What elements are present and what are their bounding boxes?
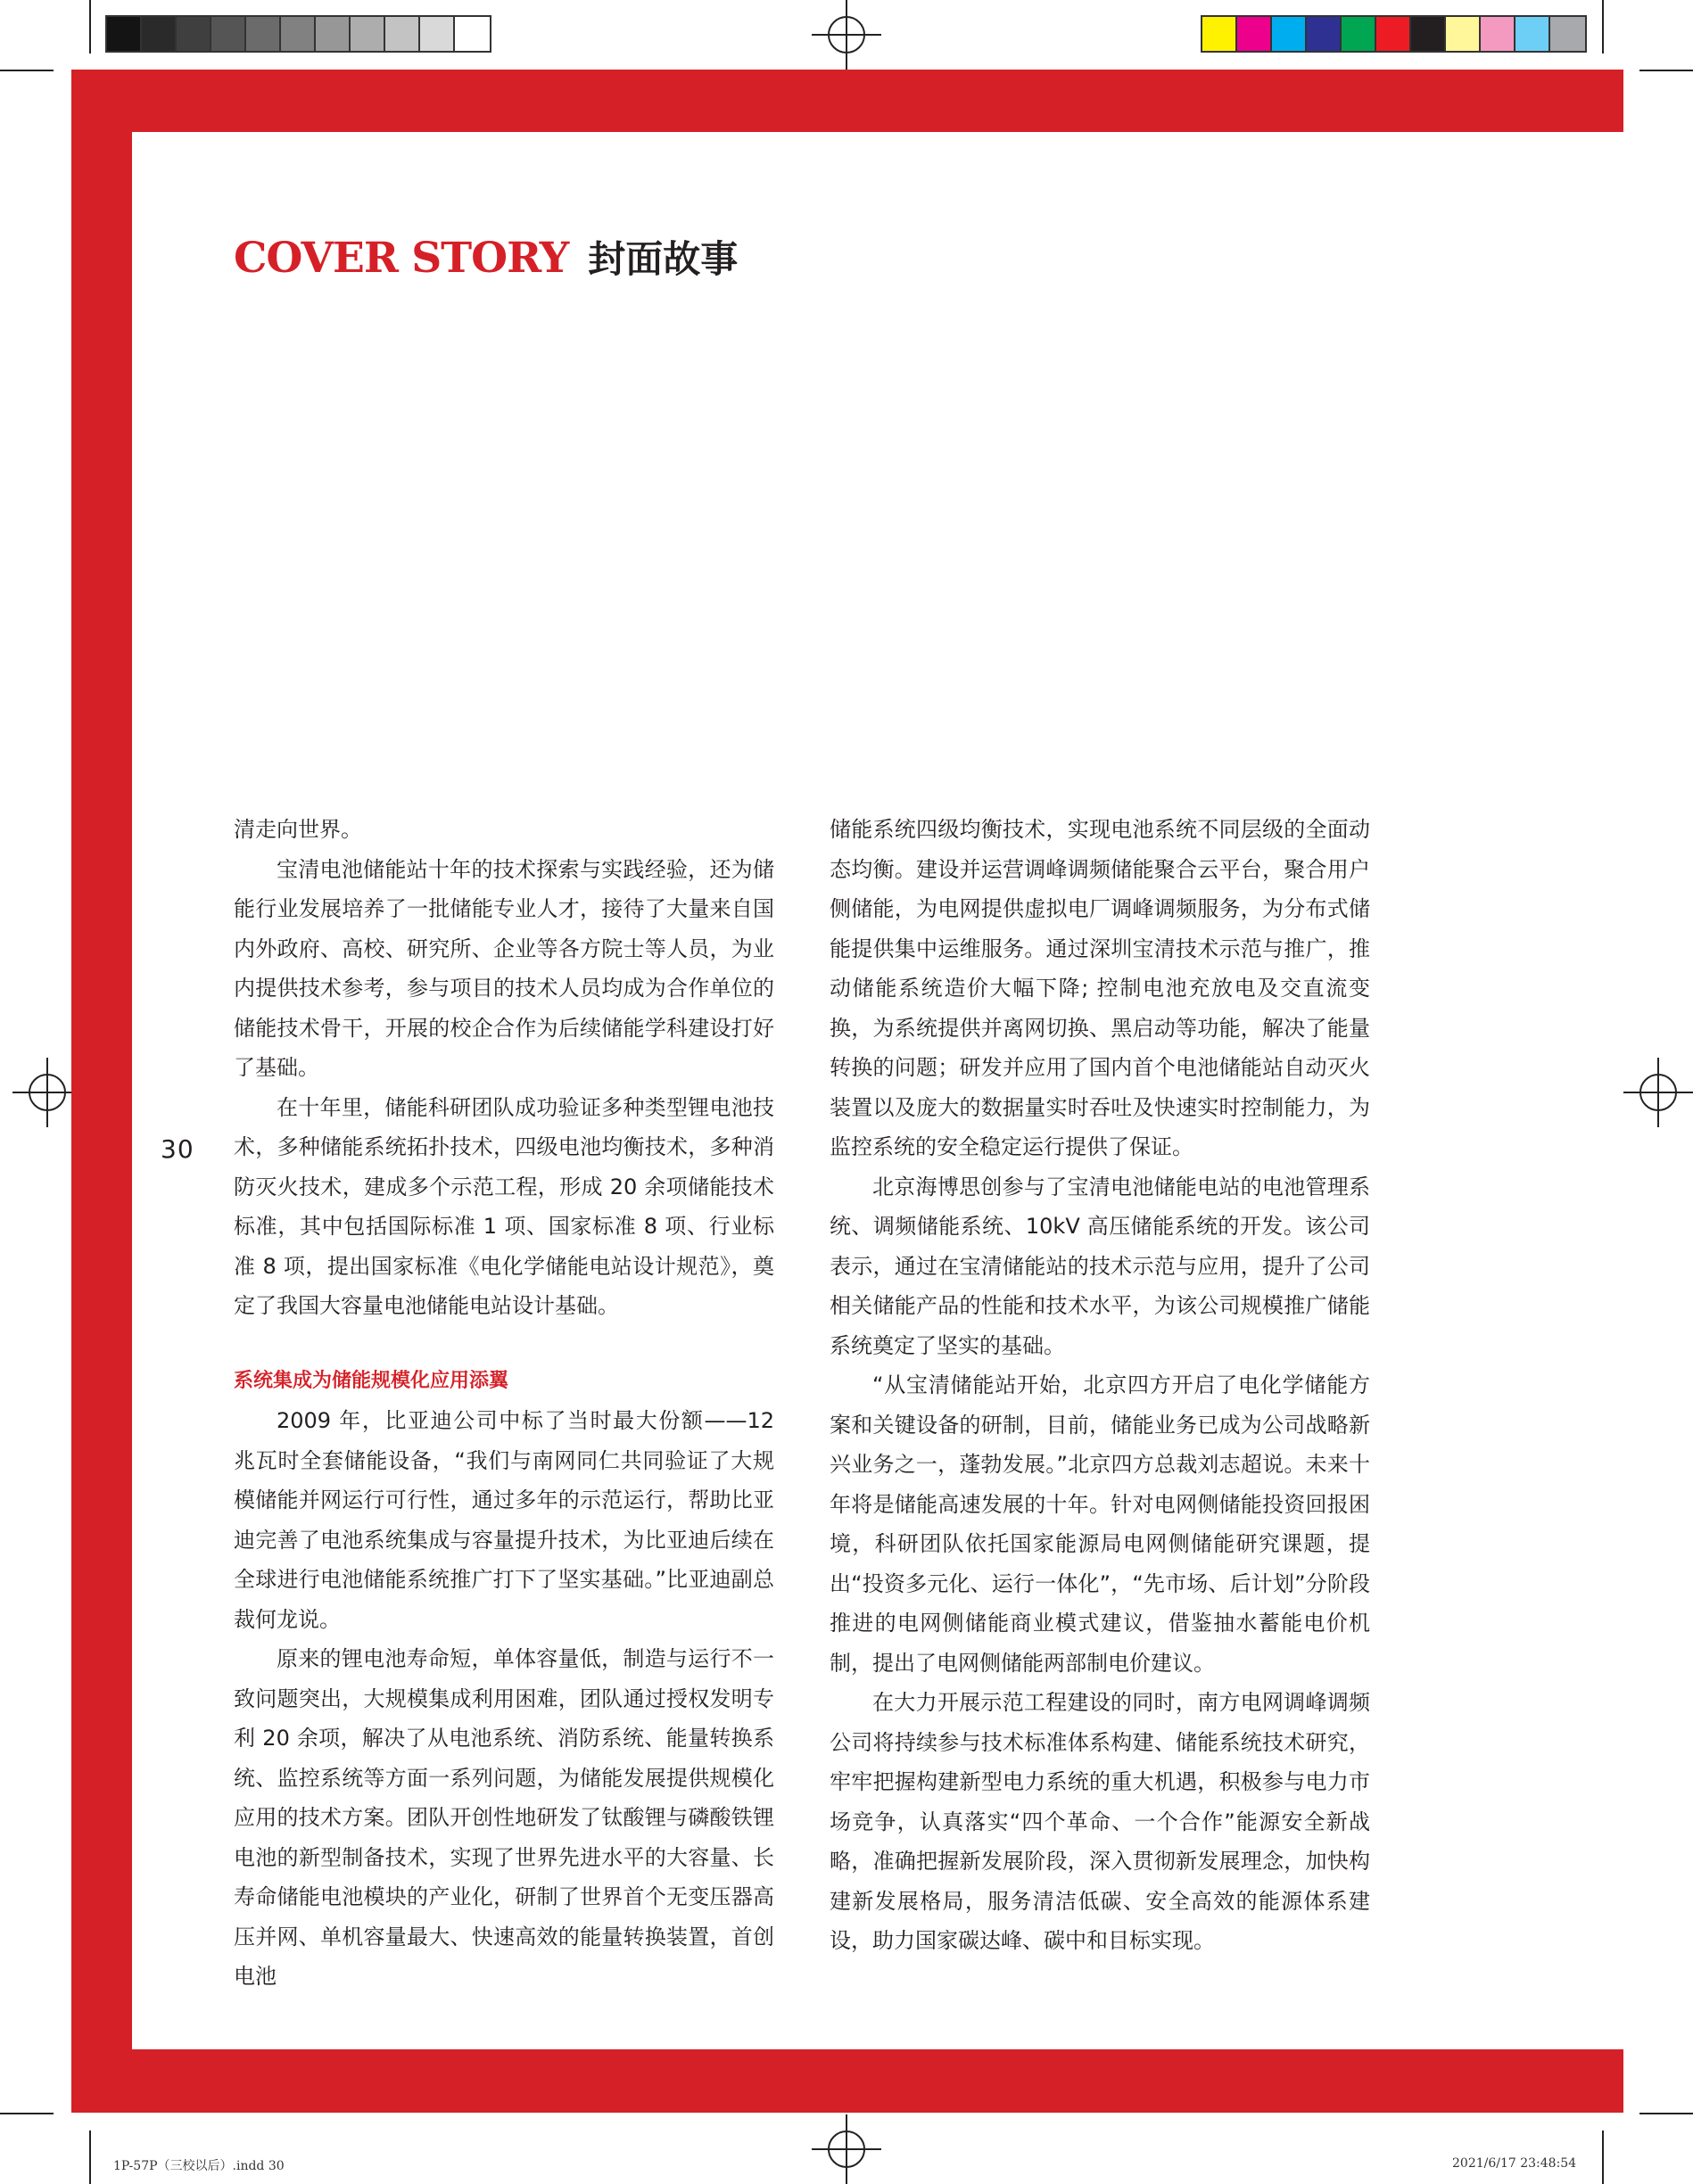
page-number: 30 [161, 1134, 194, 1164]
paragraph: 宝清电池储能站十年的技术探索与实践经验，还为储能行业发展培养了一批储能专业人才，接待了大量来自国内外政府、高校、研究所、企业等各方院士等人员，为业内提供技术参考，参与项目的技术人员均成为合作单位的储能技术骨干，开展的校企合作为后续储能学科建设打好了基础。 [234, 856, 774, 1080]
section-subheading: 系统集成为储能规模化应用添翼 [234, 1369, 509, 1392]
crop-mark [0, 2113, 54, 2114]
paragraph: 原来的锂电池寿命短，单体容量低，制造与运行不一致问题突出，大规模集成利用困难，团队通过授权发明专利 20 余项，解决了从电池系统、消防系统、能量转换系统、监控系统等方面一系列问题，为储能发展提供规模化应用的技术方案。团队开创性地研发了钛酸锂与磷酸铁锂电池的新型制备技术，实现了世界先进水平的大容量、长寿命储能电池模块的产业化，研制了世界首个无变压器高压并网、单机容量最大、快速高效的能量转换装置，首创电池 [234, 1646, 774, 1989]
grayscale-color-bar [105, 15, 491, 53]
color-swatch [281, 17, 316, 51]
paragraph: 在大力开展示范工程建设的同时，南方电网调峰调频公司将持续参与技术标准体系构建、储能系统技术研究，牢牢把握构建新型电力系统的重大机遇，积极参与电力市场竞争，认真落实“四个革命、一个合作”能源安全新战略，准确把握新发展阶段，深入贯彻新发展理念，加快构建新发展格局，服务清洁低碳、安全高效的能源体系建设，助力国家碳达峰、碳中和目标实现。 [830, 1690, 1370, 1953]
color-swatch [1202, 17, 1237, 51]
paragraph: 清走向世界。 [234, 817, 362, 842]
crop-mark [89, 0, 91, 54]
paragraph: 在十年里，储能科研团队成功验证多种类型锂电池技术，多种储能系统拓扑技术，四级电池均衡技术，多种消防灭火技术，建成多个示范工程，形成 20 余项储能技术标准，其中包括国际标准 1 项、国家标准 8 项、行业标准 8 项，提出国家标准《电化学储能电站设计规范》，奠定了我国大容量电池储能电站设计基础。 [234, 1094, 774, 1318]
crop-mark [0, 70, 54, 71]
color-swatch [1307, 17, 1342, 51]
article-column-left [234, 810, 774, 1997]
paragraph: “从宝清储能站开始，北京四方开启了电化学储能方案和关键设备的研制，目前，储能业务已成为公司战略新兴业务之一，蓬勃发展。”北京四方总裁刘志超说。未来十年将是储能高速发展的十年。针对电网侧储能投资回报困境，科研团队依托国家能源局电网侧储能研究课题，提出“投资多元化、运行一体化”，“先市场、后计划”分阶段推进的电网侧储能商业模式建议，借鉴抽水蓄能电价机制，提出了电网侧储能两部制电价建议。 [830, 1372, 1370, 1676]
registration-mark-right-icon [1623, 1058, 1693, 1127]
color-swatch [1515, 17, 1550, 51]
color-swatch [420, 17, 455, 51]
color-swatch [246, 17, 281, 51]
crop-mark [1639, 2113, 1693, 2114]
section-title-chinese: 封面故事 [588, 237, 739, 281]
color-swatch [385, 17, 420, 51]
color-swatch [1342, 17, 1376, 51]
color-swatch [1411, 17, 1446, 51]
paragraph: 北京海博思创参与了宝清电池储能电站的电池管理系统、调频储能系统、10kV 高压储能系统的开发。该公司表示，通过在宝清储能站的技术示范与应用，提升了公司相关储能产品的性能和技术水平，为该公司规模推广储能系统奠定了坚实的基础。 [830, 1174, 1370, 1358]
color-swatch [142, 17, 177, 51]
crop-mark [1602, 0, 1604, 54]
crop-mark [1602, 2130, 1604, 2184]
print-slug-filename: 1P-57P（三校以后）.indd 30 [113, 2159, 285, 2173]
article-column-right [830, 810, 1370, 1961]
color-swatch [455, 17, 490, 51]
color-swatch [1237, 17, 1272, 51]
color-swatch [351, 17, 385, 51]
color-swatch [211, 17, 246, 51]
section-title-english: COVER STORY [234, 234, 569, 283]
color-swatch [1272, 17, 1307, 51]
process-color-bar [1201, 15, 1587, 53]
color-swatch [316, 17, 351, 51]
color-swatch [107, 17, 142, 51]
section-header [234, 230, 738, 284]
registration-mark-bottom-icon [812, 2114, 881, 2184]
color-swatch [177, 17, 211, 51]
crop-mark [89, 2130, 91, 2184]
print-slug-timestamp: 2021/6/17 23:48:54 [1452, 2156, 1577, 2171]
color-swatch [1446, 17, 1481, 51]
paragraph: 2009 年，比亚迪公司中标了当时最大份额——12 兆瓦时全套储能设备，“我们与南网同仁共同验证了大规模储能并网运行可行性，通过多年的示范运行，帮助比亚迪完善了电池系统集成与容量提升技术，为比亚迪后续在全球进行电池储能系统推广打下了坚实基础。”比亚迪副总裁何龙说。 [234, 1408, 774, 1632]
paragraph: 储能系统四级均衡技术，实现电池系统不同层级的全面动态均衡。建设并运营调峰调频储能聚合云平台，聚合用户侧储能，为电网提供虚拟电厂调峰调频服务，为分布式储能提供集中运维服务。通过深圳宝清技术示范与推广，推动储能系统造价大幅下降; 控制电池充放电及交直流变换，为系统提供并离网切换、黑启动等功能，解决了能量转换的问题；研发并应用了国内首个电池储能站自动灭火装置以及庞大的数据量实时吞吐及快速实时控制能力，为监控系统的安全稳定运行提供了保证。 [830, 817, 1370, 1159]
registration-mark-top-icon [812, 0, 881, 70]
color-swatch [1550, 17, 1585, 51]
crop-mark [1639, 70, 1693, 71]
color-swatch [1481, 17, 1515, 51]
color-swatch [1376, 17, 1411, 51]
